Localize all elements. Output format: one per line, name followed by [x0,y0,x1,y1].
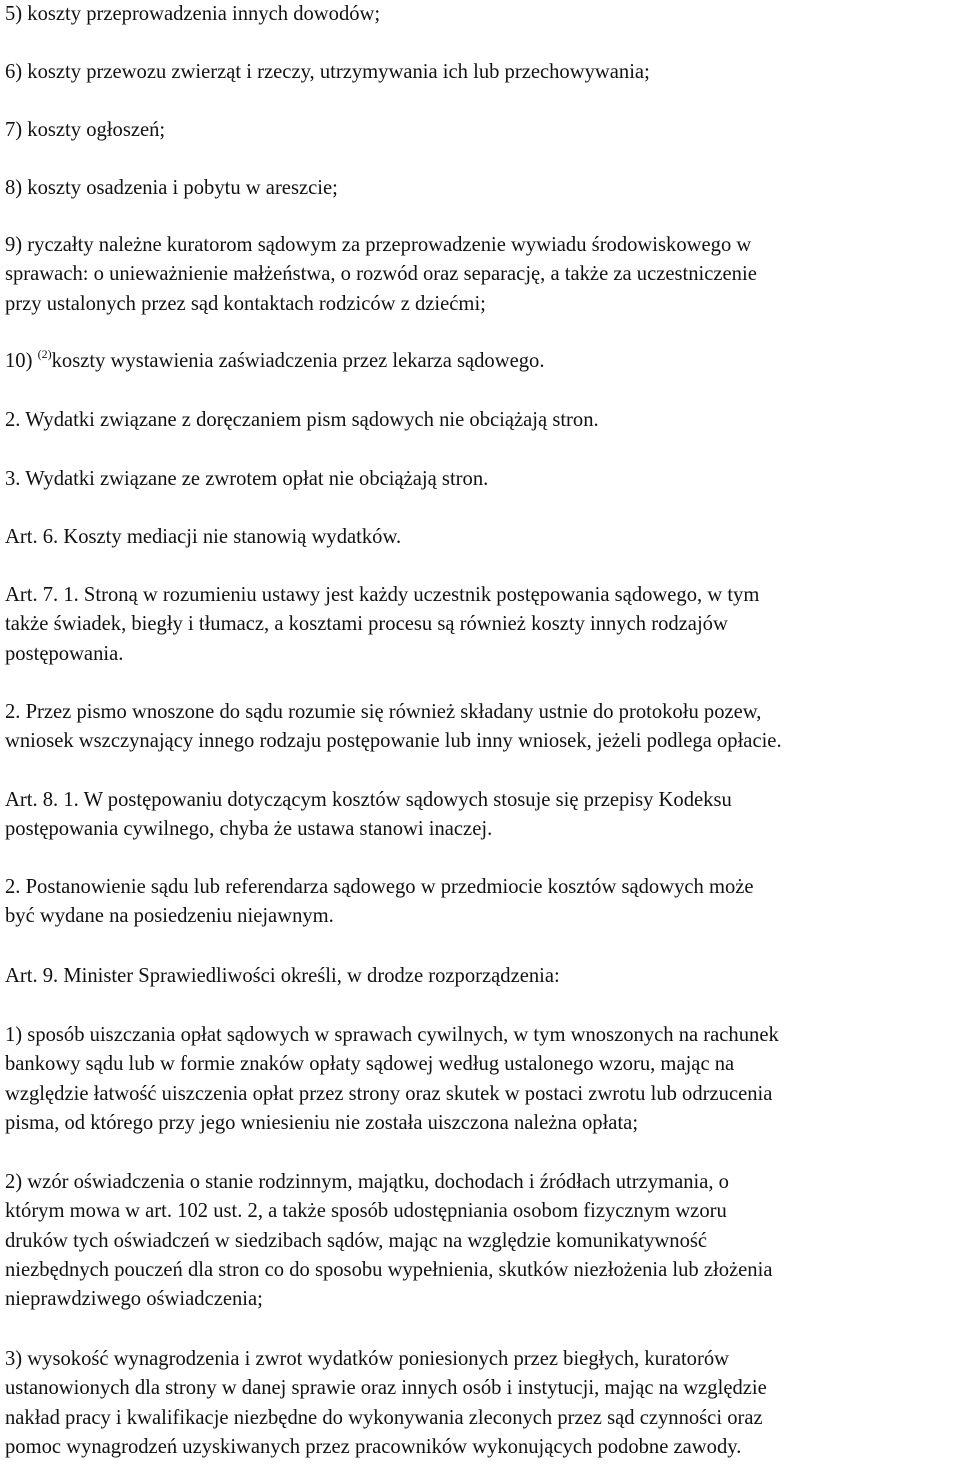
article-6 [5,523,957,552]
text-line: koszty wystawienia zaświadczenia przez lekarza sądowego. [51,350,545,372]
text-line: 8) koszty osadzenia i pobytu w areszcie; [5,177,338,199]
text-line: druków tych oświadczeń w siedzibach sądów, mając na względzie komunikatywność [5,1229,708,1252]
item-5 [5,0,957,29]
text-line: 3) wysokość wynagrodzenia i zwrot wydatków poniesionych przez biegłych, kuratorów [5,1348,730,1370]
item-6 [5,58,957,87]
text-line: 1) sposób uiszczania opłat sądowych w sprawach cywilnych, w tym wnoszonych na rachunek [5,1024,779,1046]
text-line: pomoc wynagrodzeń uzyskiwanych przez pracowników wykonujących podobne zawody. [5,1435,742,1458]
text-line: postępowania cywilnego, chyba że ustawa stanowi inaczej. [5,818,493,841]
text-line: 2) wzór oświadczenia o stanie rodzinnym, majątku, dochodach i źródłach utrzymania, o [5,1171,729,1193]
text-line: 2. Przez pismo wnoszone do sądu rozumie się również składany ustnie do protokołu pozew, [5,701,762,723]
text-line: postępowania. [5,642,124,665]
article-9-item-2 [5,1168,957,1314]
item-10 [5,347,957,376]
item-number: 10) [5,350,38,372]
text-line: pisma, od którego przy jego wniesieniu nie została uiszczona należna opłata; [5,1111,639,1134]
article-9-item-3 [5,1345,957,1462]
text-line: Art. 8. 1. W postępowaniu dotyczącym kosztów sądowych stosuje się przepisy Kodeksu [5,789,732,811]
text-line: 2. Postanowienie sądu lub referendarza sądowego w przedmiocie kosztów sądowych może [5,876,754,898]
section-3 [5,465,957,494]
article-9 [5,962,957,991]
footnote-marker: (2) [37,347,52,361]
text-line: Art. 6. Koszty mediacji nie stanowią wydatków. [5,526,402,548]
item-8 [5,174,957,203]
text-line: 9) ryczałty należne kuratorom sądowym za przeprowadzenie wywiadu środowiskowego w [5,234,752,256]
text-line: 2. Wydatki związane z doręczaniem pism sądowych nie obciążają stron. [5,409,599,431]
item-7 [5,116,957,145]
article-8-2 [5,873,957,932]
text-line: także świadek, biegły i tłumacz, a kosztami procesu są również koszty innych rodzajów [5,613,728,636]
text-line: sprawach: o unieważnienie małżeństwa, o rozwód oraz separację, a także za uczestniczenie [5,263,757,286]
section-2 [5,406,957,435]
article-7-1 [5,581,957,669]
text-line: 7) koszty ogłoszeń; [5,119,166,141]
text-line: 5) koszty przeprowadzenia innych dowodów; [5,3,381,25]
text-line: Art. 9. Minister Sprawiedliwości określi, w drodze rozporządzenia: [5,965,560,987]
text-line: przy ustalonych przez sąd kontaktach rodziców z dziećmi; [5,292,486,315]
text-line: być wydane na posiedzeniu niejawnym. [5,905,334,928]
text-line: ustanowionych dla strony w danej sprawie oraz innych osób i instytucji, mając na względzie [5,1377,767,1400]
text-line: 3. Wydatki związane ze zwrotem opłat nie obciążają stron. [5,468,489,490]
text-line: bankowy sądu lub w formie znaków opłaty sądowej według ustalonego wzoru, mając na [5,1053,735,1076]
text-line: 6) koszty przewozu zwierząt i rzeczy, utrzymywania ich lub przechowywania; [5,61,650,83]
article-8-1 [5,786,957,845]
article-9-item-1 [5,1021,957,1138]
text-line: nakład pracy i kwalifikacje niezbędne do wykonywania zleconych przez sąd czynności oraz [5,1406,763,1429]
text-line: nieprawdziwego oświadczenia; [5,1288,263,1311]
text-line: niezbędnych pouczeń dla stron co do sposobu wypełnienia, skutków niezłożenia lub złożenia [5,1258,773,1281]
text-line: Art. 7. 1. Stroną w rozumieniu ustawy jest każdy uczestnik postępowania sądowego, w tym [5,584,760,606]
text-line: wniosek wszczynający innego rodzaju postępowanie lub inny wniosek, jeżeli podlega opłacie. [5,730,782,753]
text-line: względzie łatwość uiszczenia opłat przez strony oraz skutek w postaci zwrotu lub odrzucenia [5,1082,773,1105]
article-7-2 [5,698,957,757]
text-line: którym mowa w art. 102 ust. 2, a także sposób udostępniania osobom fizycznym wzoru [5,1200,727,1223]
item-9 [5,231,957,319]
